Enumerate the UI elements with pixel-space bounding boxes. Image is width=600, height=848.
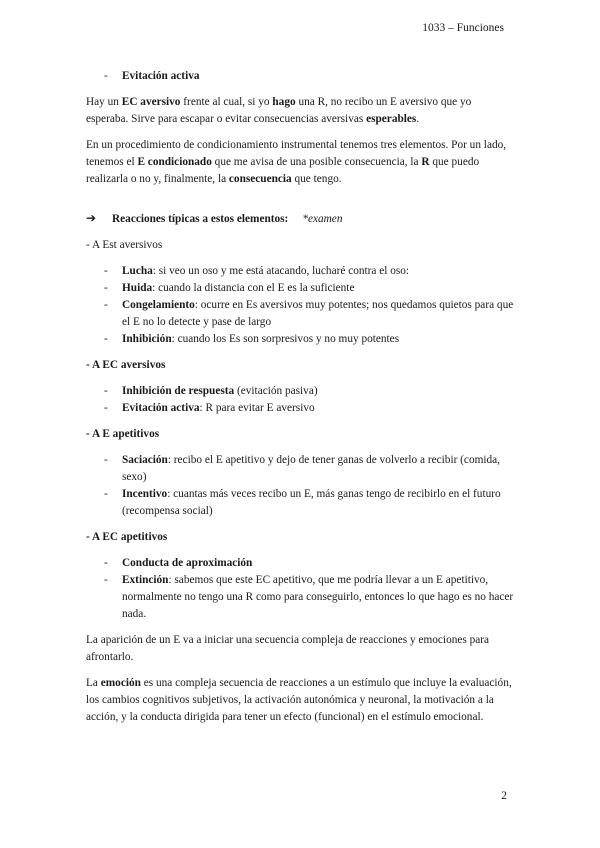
list-item: - Congelamiento: ocurre en Es aversivos muy potentes; nos quedamos quietos para que el E no lo detecte y pase de largo — [104, 299, 514, 328]
page-number: 2 — [501, 790, 507, 802]
list-item: - Lucha: si veo un oso y me está atacando, lucharé contra el oso: — [104, 265, 410, 277]
list-item: - Inhibición de respuesta (evitación pasiva) — [104, 385, 318, 397]
item-label: Evitación activa — [122, 70, 200, 82]
section-e-apetitivos — [86, 426, 516, 520]
list-item: - Conducta de aproximación — [104, 557, 253, 569]
list-item: - Evitación activa: R para evitar E aversivo — [104, 402, 315, 414]
section-ec-aversivos — [86, 357, 516, 417]
section-heading: - A EC aversivos — [86, 359, 166, 371]
list-item: - Huida: cuando la distancia con el E es la suficiente — [104, 282, 355, 294]
section-heading: - A E apetitivos — [86, 428, 160, 440]
paragraph-ec-aversivo: Hay un EC aversivo frente al cual, si yo hago una R, no recibo un E aversivo que yo esperaba. Sirve para escapar o evitar consecuencias aversivas esperables. — [86, 96, 472, 125]
arrow-right-icon: ➔ — [86, 211, 97, 225]
paragraph-aparicion: La aparición de un E va a iniciar una secuencia compleja de reacciones y emociones para afrontarlo. — [86, 634, 490, 663]
header-title: 1033 – Funciones — [422, 22, 504, 34]
paragraph-condicionamiento: En un procedimiento de condicionamiento instrumental tenemos tres elementos. Por un lado, tenemos el E condicionado que me avisa de una posible consecuencia, la R que puedo realizarla o no y, finalmente, la consecuencia que tengo. — [86, 139, 507, 185]
intro-list — [86, 68, 516, 85]
document-body — [86, 68, 516, 735]
list-item: - Inhibición: cuando los Es son sorpresivos y no muy potentes — [104, 333, 400, 345]
section-ec-apetitivos — [86, 529, 516, 623]
exam-tag: *examen — [302, 213, 343, 225]
reacciones-heading: ➔ Reacciones típicas a estos elementos: *examen — [86, 211, 343, 225]
section-est-aversivos — [86, 237, 516, 348]
list-item: - Saciación: recibo el E apetitivo y dejo de tener ganas de volverlo a recibir (comida, sexo) — [104, 454, 501, 483]
paragraph-emocion: La emoción es una compleja secuencia de reacciones a un estímulo que incluye la evaluación, los cambios cognitivos subjetivos, la activación autonómica y neuronal, la motivación a la acción, y la conducta dirigida para tener un efecto (funcional) en el estímulo emocional. — [86, 677, 512, 723]
section-heading: - A EC apetitivos — [86, 531, 168, 543]
list-item: - Evitación activa — [104, 70, 200, 82]
list-item: - Incentivo: cuantas más veces recibo un E, más ganas tengo de recibirlo en el futuro (recompensa social) — [104, 488, 501, 517]
section-heading: - A Est aversivos — [86, 239, 163, 251]
list-item: - Extinción: sabemos que este EC apetitivo, que me podría llevar a un E apetitivo, normalmente no tengo una R como para conseguirlo, entonces lo que hago es no hacer nada. — [104, 574, 514, 620]
